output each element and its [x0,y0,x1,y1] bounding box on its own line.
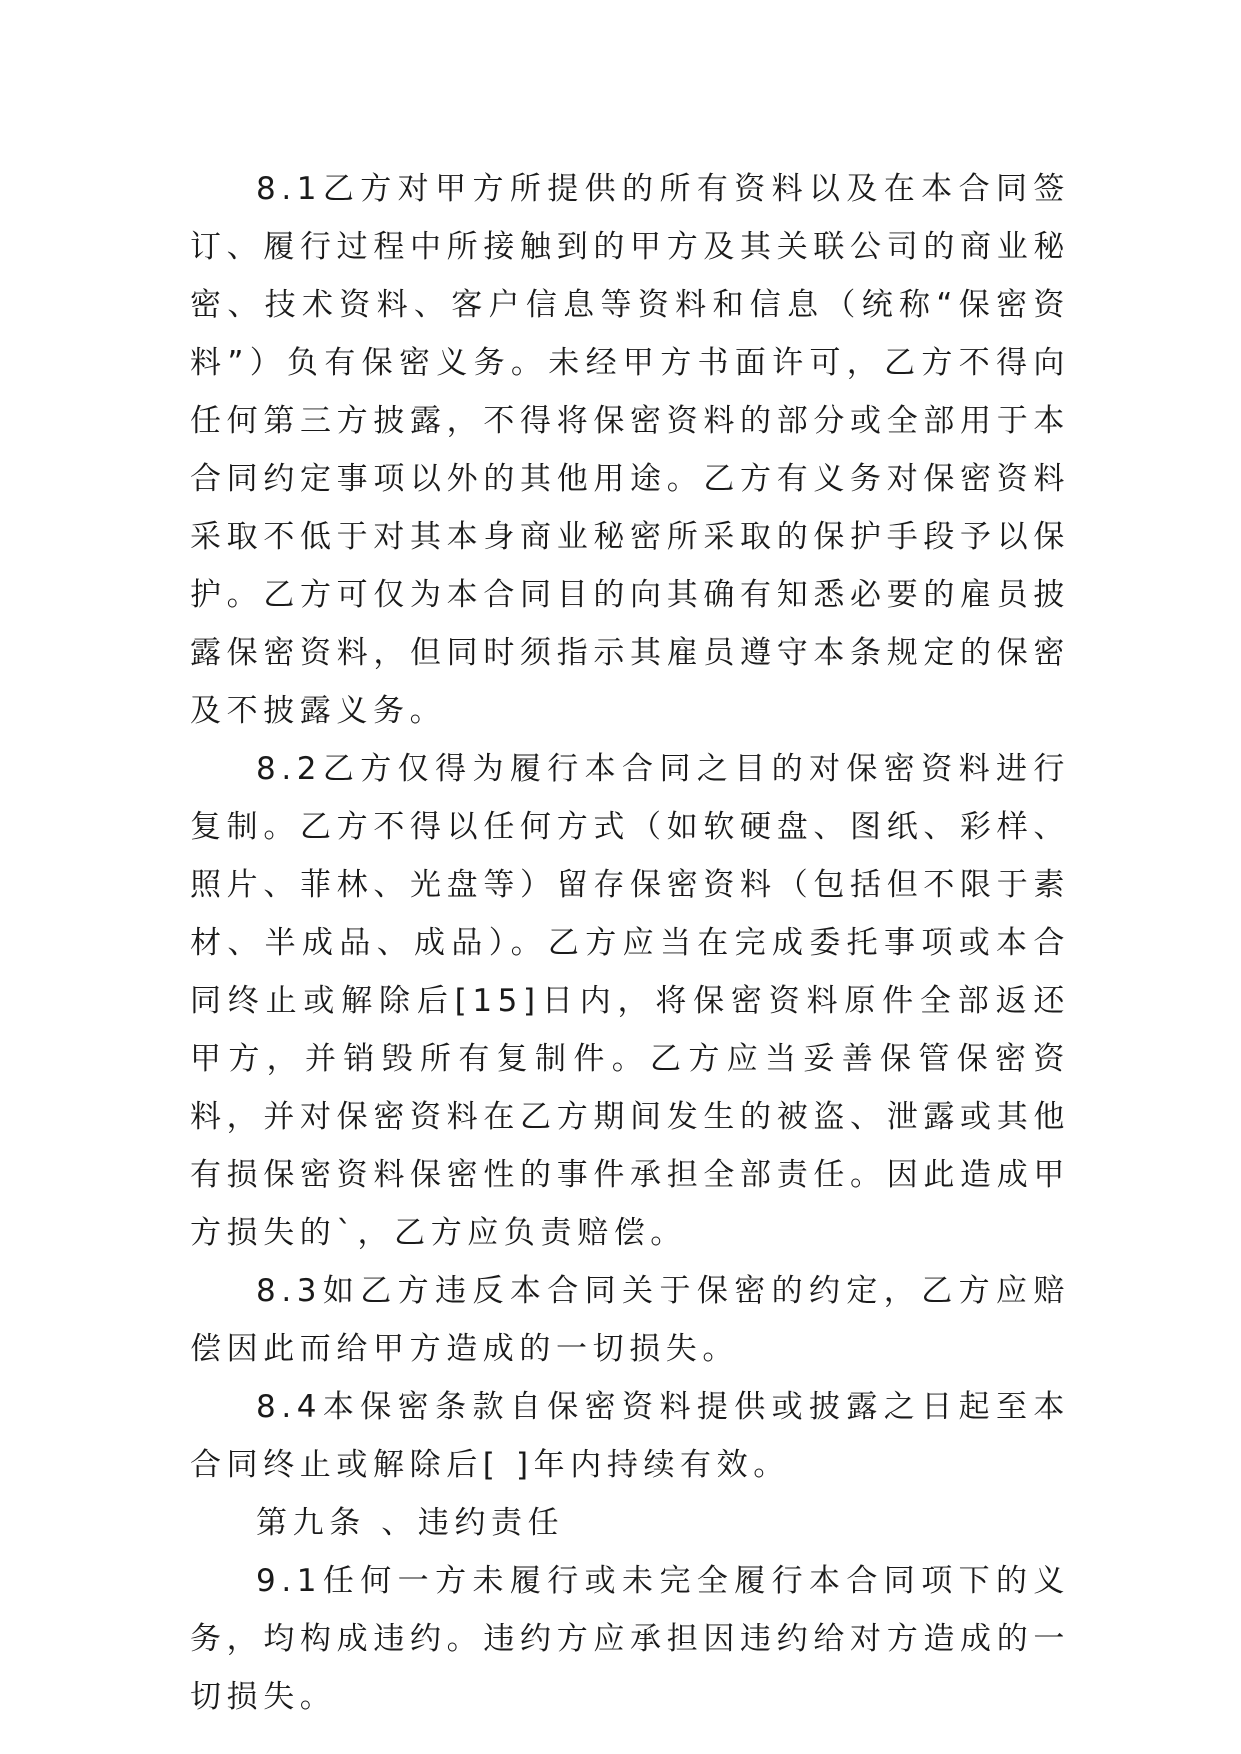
article-9-heading: 第九条 、违约责任 [256,1505,565,1541]
clause-8-1: 8.1乙方对甲方所提供的所有资料以及在本合同签订、履行过程中所接触到的甲方及其关联公司的商业秘密、技术资料、客户信息等资料和信息（统称“保密资料”）负有保密义务。未经甲方书面许可，乙方不得向任何第三方披露，不得将保密资料的部分或全部用于本合同约定事项以外的其他用途。乙方有义务对保密资料采取不低于对其本身商业秘密所采取的保护手段予以保护。乙方可仅为本合同目的向其确有知悉必要的雇员披露保密资料，但同时须指示其雇员遵守本条规定的保密及不披露义务。 [190,171,1070,729]
clause-8-4: 8.4本保密条款自保密资料提供或披露之日起至本合同终止或解除后[ ]年内持续有效。 [190,1389,1070,1483]
clause-8-2: 8.2乙方仅得为履行本合同之目的对保密资料进行复制。乙方不得以任何方式（如软硬盘、图纸、彩样、照片、菲林、光盘等）留存保密资料（包括但不限于素材、半成品、成品）。乙方应当在完成委托事项或本合同终止或解除后[15]日内，将保密资料原件全部返还甲方，并销毁所有复制件。乙方应当妥善保管保密资料，并对保密资料在乙方期间发生的被盗、泄露或其他有损保密资料保密性的事件承担全部责任。因此造成甲方损失的`，乙方应负责赔偿。 [190,751,1070,1251]
clause-8-3: 8.3如乙方违反本合同关于保密的约定，乙方应赔偿因此而给甲方造成的一切损失。 [190,1273,1070,1367]
contract-body [190,160,1070,1726]
clause-9-1: 9.1任何一方未履行或未完全履行本合同项下的义务，均构成违约。违约方应承担因违约给对方造成的一切损失。 [190,1563,1070,1715]
